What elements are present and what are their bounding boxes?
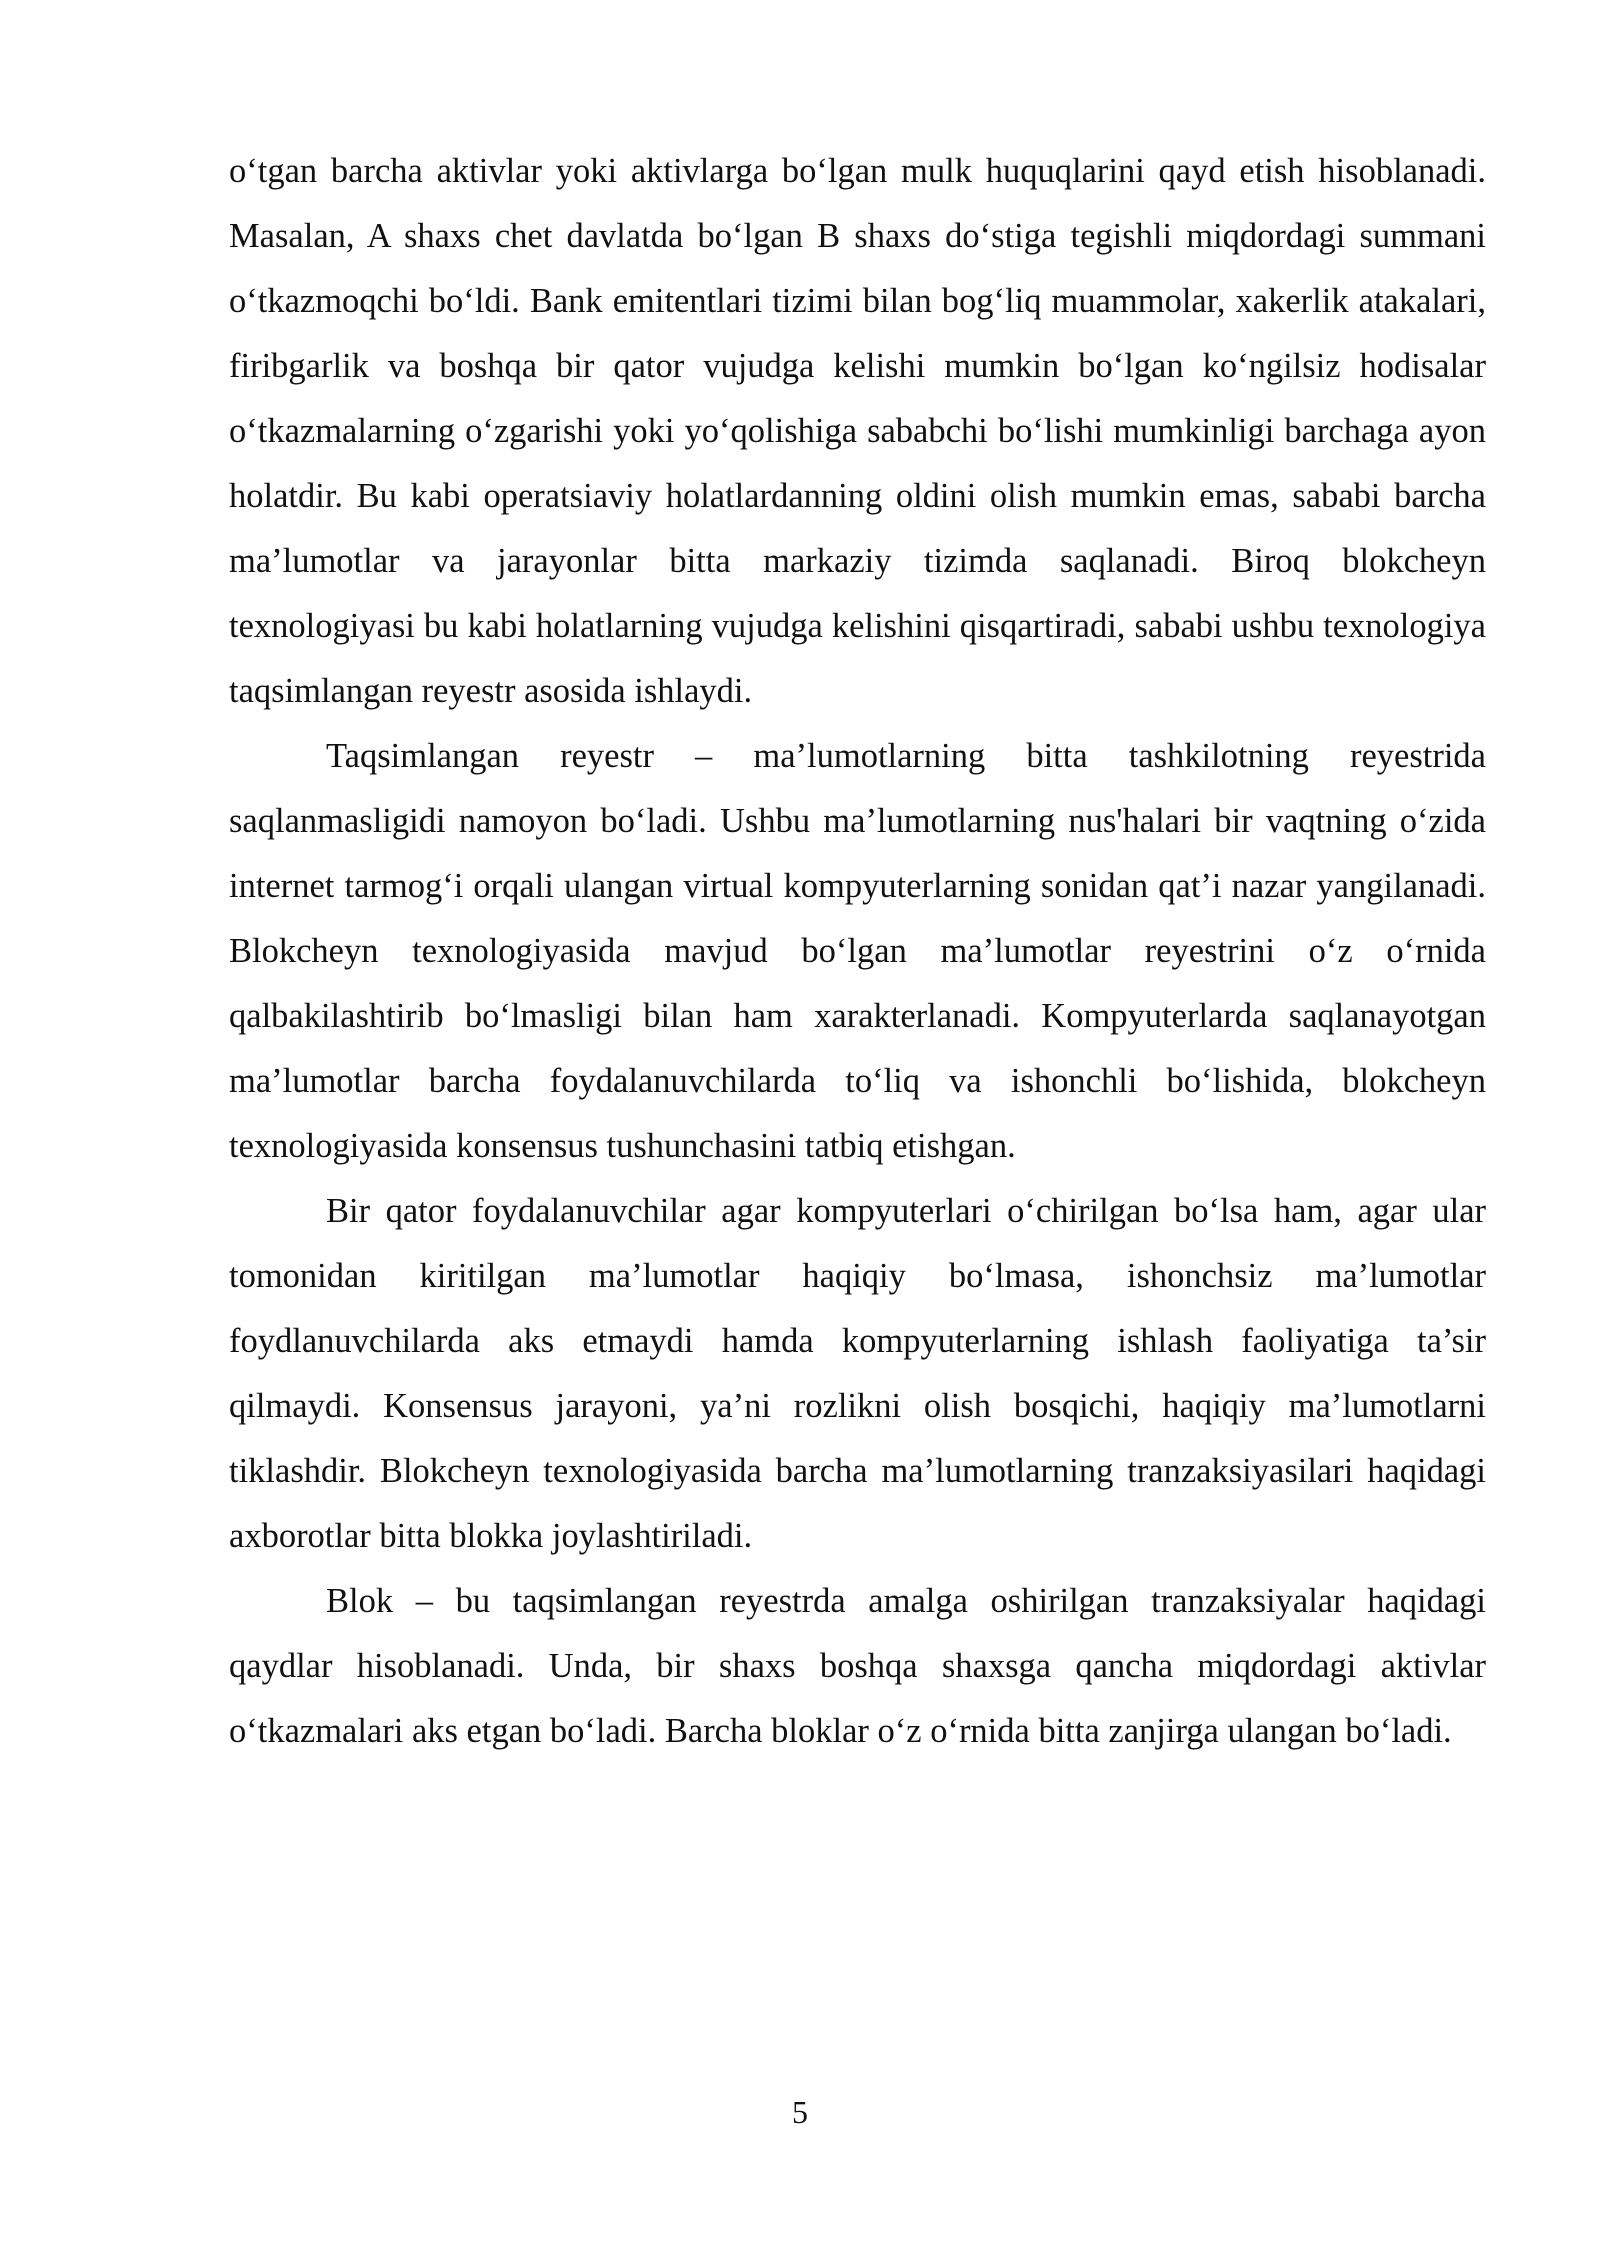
body-text (229, 139, 1486, 1764)
paragraph-block: Blok – bu taqsimlangan reyestrda amalga oshirilgan tranzaksiyalar haqidagi qaydlar hisoblanadi. Unda, bir shaxs boshqa shaxsga qancha miqdordagi aktivlar o‘tkazmalari aks etgan bo‘ladi. Barcha bloklar o‘z o‘rnida bitta zanjirga ulangan bo‘ladi. (229, 1582, 1486, 1750)
paragraph-consensus: Bir qator foydalanuvchilar agar kompyuterlari o‘chirilgan bo‘lsa ham, agar ular tomonidan kiritilgan ma’lumotlar haqiqiy bo‘lmasa, ishonchsiz ma’lumotlar foydlanuvchilarda aks etmaydi hamda kompyuterlarning ishlash faoliyatiga ta’sir qilmaydi. Konsensus jarayoni, ya’ni rozlikni olish bosqichi, haqiqiy ma’lumotlarni tiklashdir. Blokcheyn texnologiyasida barcha ma’lumotlarning tranzaksiyasilari haqidagi axborotlar bitta blokka joylashtiriladi. (229, 1192, 1486, 1555)
page-number: 5 (792, 2094, 808, 2130)
paragraph-distributed-ledger: Taqsimlangan reyestr – ma’lumotlarning bitta tashkilotning reyestrida saqlanmasligidi namoyon bo‘ladi. Ushbu ma’lumotlarning nus'halari bir vaqtning o‘zida internet tarmog‘i orqali ulangan virtual kompyuterlarning sonidan qat’i nazar yangilanadi. Blokcheyn texnologiyasida mavjud bo‘lgan ma’lumotlar reyestrini o‘z o‘rnida qalbakilashtirib bo‘lmasligi bilan ham xarakterlanadi. Kompyuterlarda saqlanayotgan ma’lumotlar barcha foydalanuvchilarda to‘liq va ishonchli bo‘lishida, blokcheyn texnologiyasida konsensus tushunchasini tatbiq etishgan. (229, 737, 1486, 1165)
paragraph-continuation: o‘tgan barcha aktivlar yoki aktivlarga bo‘lgan mulk huquqlarini qayd etish hisoblanadi. Masalan, A shaxs chet davlatda bo‘lgan B shaxs do‘stiga tegishli miqdordagi summani o‘tkazmoqchi bo‘ldi. Bank emitentlari tizimi bilan bog‘liq muammolar, xakerlik atakalari, firibgarlik va boshqa bir qator vujudga kelishi mumkin bo‘lgan ko‘ngilsiz hodisalar o‘tkazmalarning o‘zgarishi yoki yo‘qolishiga sababchi bo‘lishi mumkinligi barchaga ayon holatdir. Bu kabi operatsiaviy holatlardanning oldini olish mumkin emas, sababi barcha ma’lumotlar va jarayonlar bitta markaziy tizimda saqlanadi. Biroq blokcheyn texnologiyasi bu kabi holatlarning vujudga kelishini qisqartiradi, sababi ushbu texnologiya taqsimlangan reyestr asosida ishlaydi. (229, 152, 1486, 710)
